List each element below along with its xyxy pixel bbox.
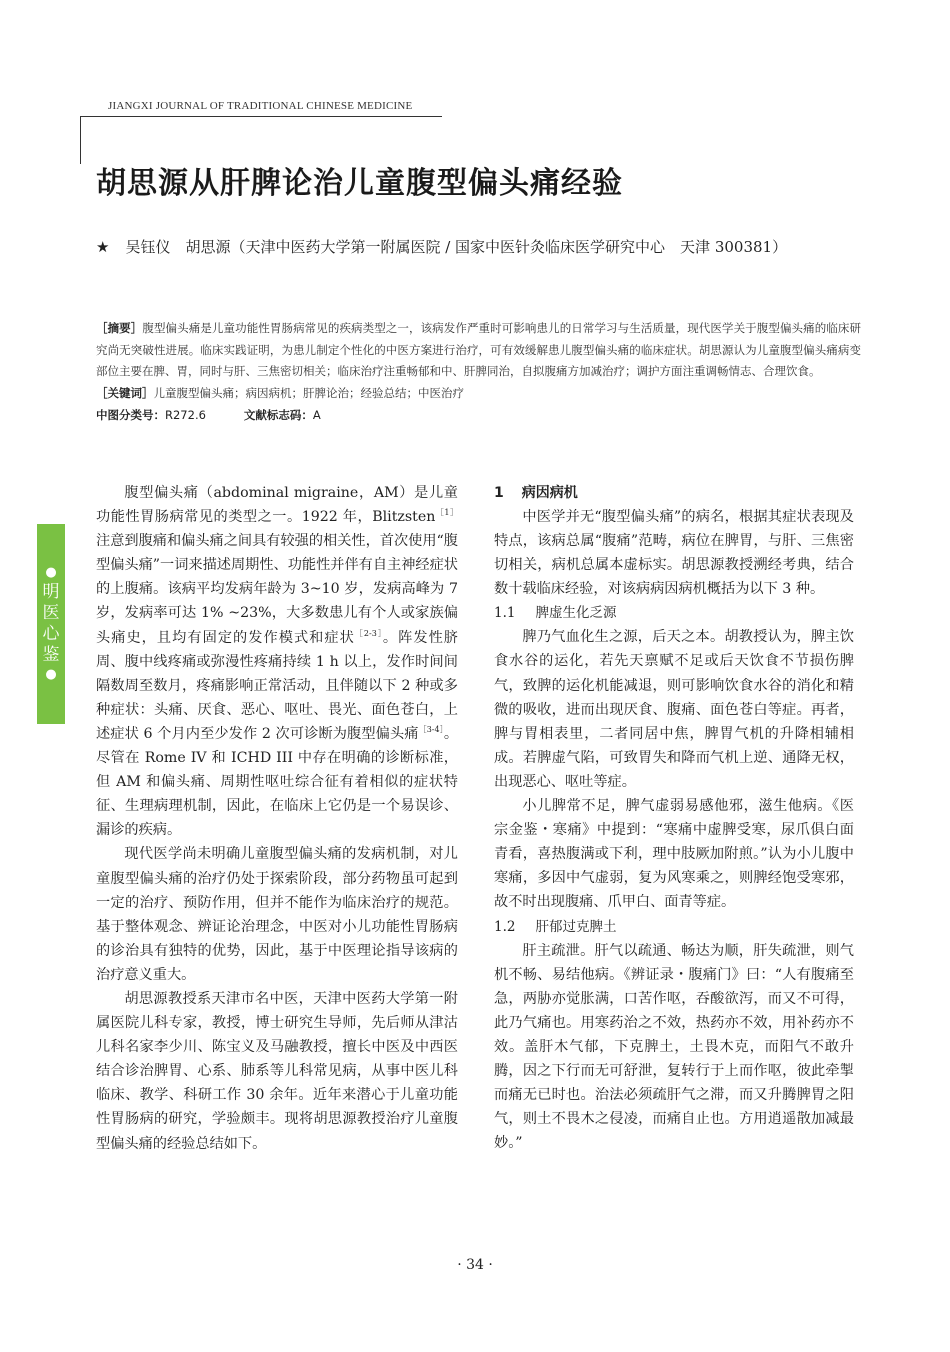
paragraph: 胡思源教授系天津市名中医，天津中医药大学第一附属医院儿科专家，教授，博士研究生导师，先后师从津沽儿科名家李少川、陈宝义及马融教授，擅长中医及中西医结合诊治脾胃、心系、肺系等儿科常见病，从事中医儿科临床、教学、科研工作 30 余年。近年来潜心于儿童功能性胃肠病的研究，学验颇丰。现将胡思源教授治疗儿童腹型偏头痛的经验总结如下。 xyxy=(96,990,458,1152)
doc-code-label: 文献标志码： xyxy=(243,408,313,422)
side-tab-char: 医 xyxy=(42,603,60,623)
side-column-tab xyxy=(37,524,65,724)
doc-code-value: A xyxy=(312,408,321,422)
paragraph: 腹型偏头痛（abdominal migraine，AM）是儿童功能性胃肠病常见的类型之一。1922 年，Blitzsten$^{[1]}$注意到腹痛和偏头痛之间具有较强的相关性，首次使用“腹型偏头痛”一词来描述周期性、功能性并伴有自主神经症状的上腹痛。该病平均发病年龄为 3~10 岁，发病高峰为 7 岁，发病率可达 1% ~23%，大多数患儿有个人或家族偏头痛史，且均有固定的发作模式和症状$^{[2-3]}$。阵发性脐周、腹中线疼痛或弥漫性疼痛持续 1 h 以上，发作时间间隔数周至数月，疼痛影响正常活动，且伴随以下 2 种或多种症状：头痛、厌食、恶心、呕吐、畏光、面色苍白，上述症状 6 个月内至少发作 2 次可诊断为腹型偏头痛$^{[3-4]}$。尽管在 Rome IV 和 ICHD III 中存在明确的诊断标准，但 AM 和偏头痛、周期性呕吐综合征有着相似的症状特征、生理病理机制，因此，在临床上它仍是一个易误诊、漏诊的疾病。 xyxy=(96,485,459,839)
keywords-label: ［关键词］ xyxy=(96,385,154,400)
citation-ref: ［3-4］ xyxy=(418,724,444,734)
side-tab-char: 鉴 xyxy=(42,645,60,665)
subsection-heading: 1.2 肝郁过克脾土 xyxy=(494,918,617,935)
paragraph: 现代医学尚未明确儿童腹型偏头痛的发病机制，对儿童腹型偏头痛的治疗仍处于探索阶段，部分药物虽可起到一定的治疗、预防作用，但并不能作为临床治疗的规范。基于整体观念、辨证论治理念，中医对小儿功能性胃肠病的诊治具有独特的优势，因此，基于中医理论指导该病的治疗意义重大。 xyxy=(96,846,458,983)
keywords-text: 儿童腹型偏头痛；病因病机；肝脾论治；经验总结；中医治疗 xyxy=(153,385,464,400)
author-affiliation: 吴钰仪 胡思源（天津中医药大学第一附属医院 / 国家中医针灸临床医学研究中心 天津 300381） xyxy=(125,238,788,256)
subsection-heading: 1.1 脾虚生化乏源 xyxy=(494,605,617,622)
abstract-label: ［摘要］ xyxy=(96,321,143,335)
abstract-text: 腹型偏头痛是儿童功能性胃肠病常见的疾病类型之一，该病发作严重时可影响患儿的日常学习与生活质量，现代医学关于腹型偏头痛的临床研究尚无突破性进展。临床实践证明，为患儿制定个性化的中医方案进行治疗，可有效缓解患儿腹型偏头痛的临床症状。胡思源认为儿童腹型偏头痛病变部位主要在脾、胃，同时与肝、三焦密切相关；临床治疗注重畅郁和中、肝脾同治，自拟腹痛方加减治疗；调护方面注重调畅情志、合理饮食。 xyxy=(96,321,861,378)
side-tab-char: 心 xyxy=(42,624,60,644)
paragraph: 脾乃气血化生之源，后天之本。胡教授认为，脾主饮食水谷的运化，若先天禀赋不足或后天饮食不节损伤脾气，致脾的运化机能减退，则可影响饮食水谷的消化和精微的吸收，进而出现厌食、腹痛、面色苍白等症。再者，脾与胃相表里，二者同居中焦，脾胃气机的升降相辅相成。若脾虚气陷，可致胃失和降而气机上逆、通降无权，出现恶心、呕吐等症。 xyxy=(494,629,854,790)
keywords xyxy=(96,383,861,405)
article-title: 胡思源从肝脾论治儿童腹型偏头痛经验 xyxy=(96,166,623,201)
header-rule xyxy=(80,116,442,117)
page-number: · 34 · xyxy=(457,1257,493,1273)
header-vertical-rule xyxy=(80,116,81,164)
paragraph: 中医学并无“腹型偏头痛”的病名，根据其症状表现及特点，该病总属“腹痛”范畴，病位在脾胃，与肝、三焦密切相关，病机总属本虚标实。胡思源教授溯经考典，结合数十载临床经验，对该病病因病机概括为以下 3 种。 xyxy=(494,509,854,598)
author-line xyxy=(96,234,861,260)
section-heading: 1 病因病机 xyxy=(494,485,578,501)
star-icon: ★ xyxy=(96,238,110,256)
paragraph: 肝主疏泄。肝气以疏通、畅达为顺，肝失疏泄，则气机不畅、易结他病。《辨证录・腹痛门》曰：“人有腹痛至急，两胁亦觉胀满，口苦作呕，吞酸欲泻，而又不可得，此乃气痛也。用寒药治之不效，热药亦不效，用补药亦不效。盖肝木气郁，下克脾土，土畏木克，而阳气不敢升腾，因之下行而无可舒泄，复转行于上而作呕，彼此牵掣而痛无已时也。治法必须疏肝气之滞，而又升腾脾胃之阳气，则土不畏木之侵凌，而痛自止也。方用逍遥散加减最妙。” xyxy=(494,942,854,1152)
side-tab-char: 明 xyxy=(42,582,60,602)
bullet-dot-icon: ● xyxy=(45,565,57,580)
classification-line xyxy=(96,405,861,427)
clc-value: R272.6 xyxy=(165,408,206,422)
left-column xyxy=(96,481,458,1156)
paragraph: 小儿脾常不足，脾气虚弱易感他邪，滋生他病。《医宗金鉴・寒痛》中提到：“寒痛中虚脾受寒，尿爪俱白面青看，喜热腹满或下利，理中肢厥加附煎。”认为小儿腹中寒痛，多因中气虚弱，复为风寒乘之，则脾经饱受寒邪，故不时出现腹痛、爪甲白、面青等症。 xyxy=(494,798,854,911)
clc-label: 中图分类号： xyxy=(96,408,165,422)
journal-header: JIANGXI JOURNAL OF TRADITIONAL CHINESE MEDICINE xyxy=(108,100,413,112)
abstract-block xyxy=(96,318,861,427)
citation-ref: ［2-3］ xyxy=(354,628,383,638)
bullet-dot-icon: ● xyxy=(45,667,57,682)
citation-ref: ［1］ xyxy=(435,508,458,518)
right-column xyxy=(494,481,854,1155)
abstract xyxy=(96,318,861,383)
